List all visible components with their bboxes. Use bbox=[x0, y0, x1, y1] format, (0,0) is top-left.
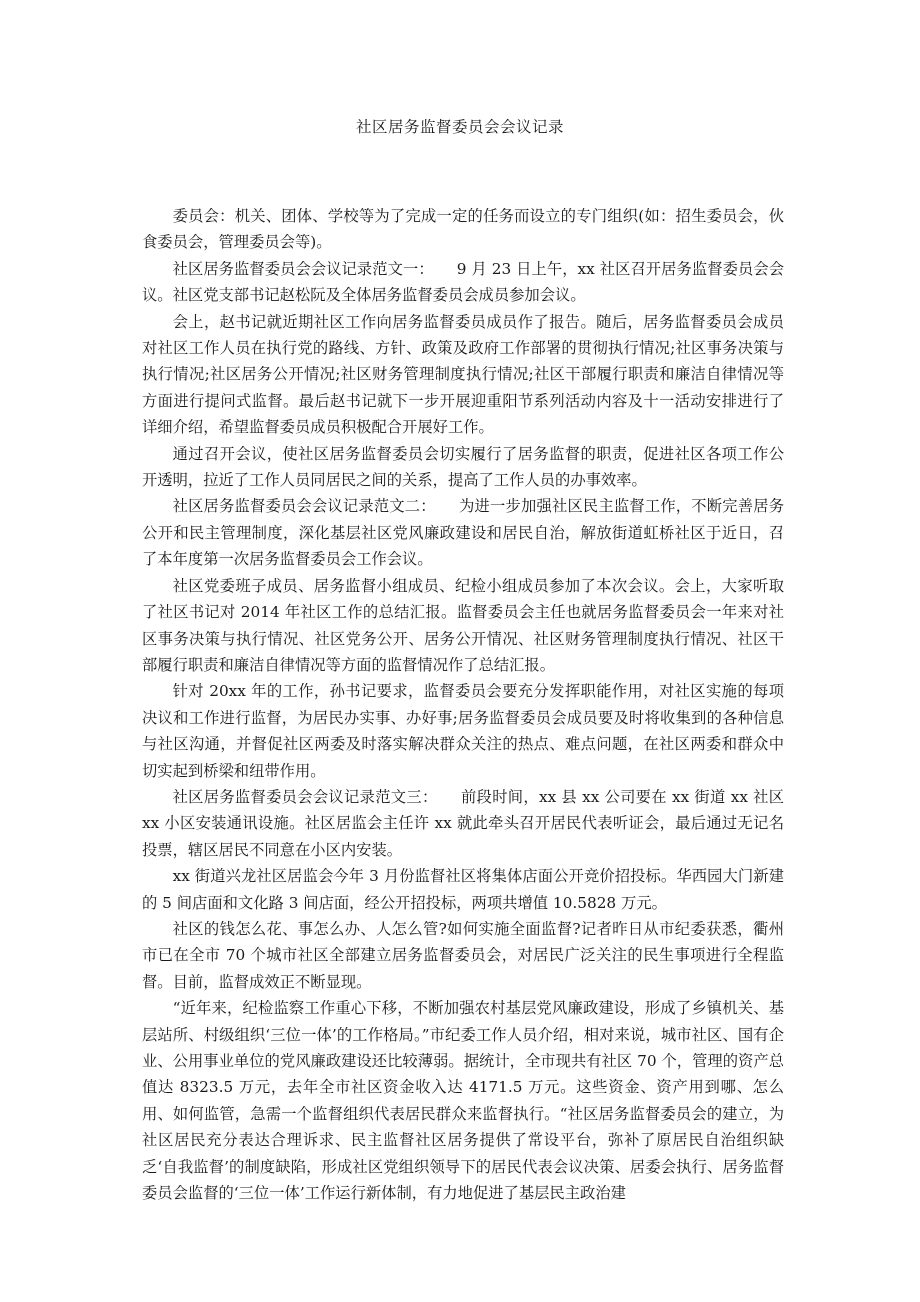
paragraph: xx 街道兴龙社区居监会今年 3 月份监督社区将集体店面公开竞价招投标。华西园大门新建的 5 间店面和文化路 3 间店面，经公开招投标，两项共增值 10.5828 万元。 bbox=[142, 867, 784, 912]
paragraph: 社区居务监督委员会会议记录范文三： 前段时间，xx 县 xx 公司要在 xx 街道 xx 社区 xx 小区安装通讯设施。社区居监会主任许 xx 就此牵头召开居民代表听证会，最后通过无记名投票，辖区居民不同意在小区内安装。 bbox=[142, 787, 784, 859]
document-body bbox=[142, 203, 784, 1206]
paragraph: 通过召开会议，使社区居务监督委员会切实履行了居务监督的职责，促进社区各项工作公开透明，拉近了工作人员同居民之间的关系，提高了工作人员的办事效率。 bbox=[142, 444, 784, 490]
paragraph: “近年来，纪检监察工作重心下移，不断加强农村基层党风廉政建设，形成了乡镇机关、基层站所、村级组织‘三位一体’的工作格局。”市纪委工作人员介绍，相对来说，城市社区、国有企业、公用事业单位的党风廉政建设还比较薄弱。据统计，全市现共有社区 70 个，管理的资产总值达 8323.5 万元，去年全市社区资金收入达 4171.5 万元。这些资金、资产用到哪、怎么用、如何监管，急需一个监督组织代表居民群众来监督执行。“社区居务监督委员会的建立，为社区居民充分表达合理诉求、民主监督社区居务提供了常设平台，弥补了原居民自治组织缺乏‘自我监督’的制度缺陷，形成社区党组织领导下的居民代表会议决策、居委会执行、居务监督委员会监督的‘三位一体’工作运行新体制，有力地促进了基层民主政治建 bbox=[142, 999, 784, 1203]
paragraph: 会上，赵书记就近期社区工作向居务监督委员成员作了报告。随后，居务监督委员会成员对社区工作人员在执行党的路线、方针、政策及政府工作部署的贯彻执行情况;社区事务决策与执行情况;社区居务公开情况;社区财务管理制度执行情况;社区干部履行职责和廉洁自律情况等方面进行提问式监督。最后赵书记就下一步开展迎重阳节系列活动内容及十一活动安排进行了详细介绍，希望监督委员成员积极配合开展好工作。 bbox=[142, 312, 784, 437]
paragraph: 委员会：机关、团体、学校等为了完成一定的任务而设立的专门组织(如：招生委员会，伙食委员会，管理委员会等)。 bbox=[142, 207, 784, 252]
paragraph: 针对 20xx 年的工作，孙书记要求，监督委员会要充分发挥职能作用，对社区实施的每项决议和工作进行监督，为居民办实事、办好事;居务监督委员会成员要及时将收集到的各种信息与社区沟通，并督促社区两委及时落实解决群众关注的热点、难点问题，在社区两委和群众中切实起到桥梁和纽带作用。 bbox=[142, 682, 784, 780]
document-title: 社区居务监督委员会会议记录 bbox=[355, 118, 564, 136]
paragraph: 社区党委班子成员、居务监督小组成员、纪检小组成员参加了本次会议。会上，大家听取了社区书记对 2014 年社区工作的总结汇报。监督委员会主任也就居务监督委员会一年来对社区事务决策与执行情况、社区党务公开、居务公开情况、社区财务管理制度执行情况、社区干部履行职责和廉洁自律情况等方面的监督情况作了总结汇报。 bbox=[142, 576, 784, 674]
paragraph: 社区的钱怎么花、事怎么办、人怎么管?如何实施全面监督?记者昨日从市纪委获悉，衢州市已在全市 70 个城市社区全部建立居务监督委员会，对居民广泛关注的民生事项进行全程监督。目前，监督成效正不断显现。 bbox=[142, 919, 784, 991]
paragraph: 社区居务监督委员会会议记录范文二： 为进一步加强社区民主监督工作，不断完善居务公开和民主管理制度，深化基层社区党风廉政建设和居民自治，解放街道虹桥社区于近日，召了本年度第一次居务监督委员会工作会议。 bbox=[142, 497, 784, 569]
paragraph: 社区居务监督委员会会议记录范文一： 9 月 23 日上午，xx 社区召开居务监督委员会会议。社区党支部书记赵松阮及全体居务监督委员会成员参加会议。 bbox=[142, 259, 784, 305]
